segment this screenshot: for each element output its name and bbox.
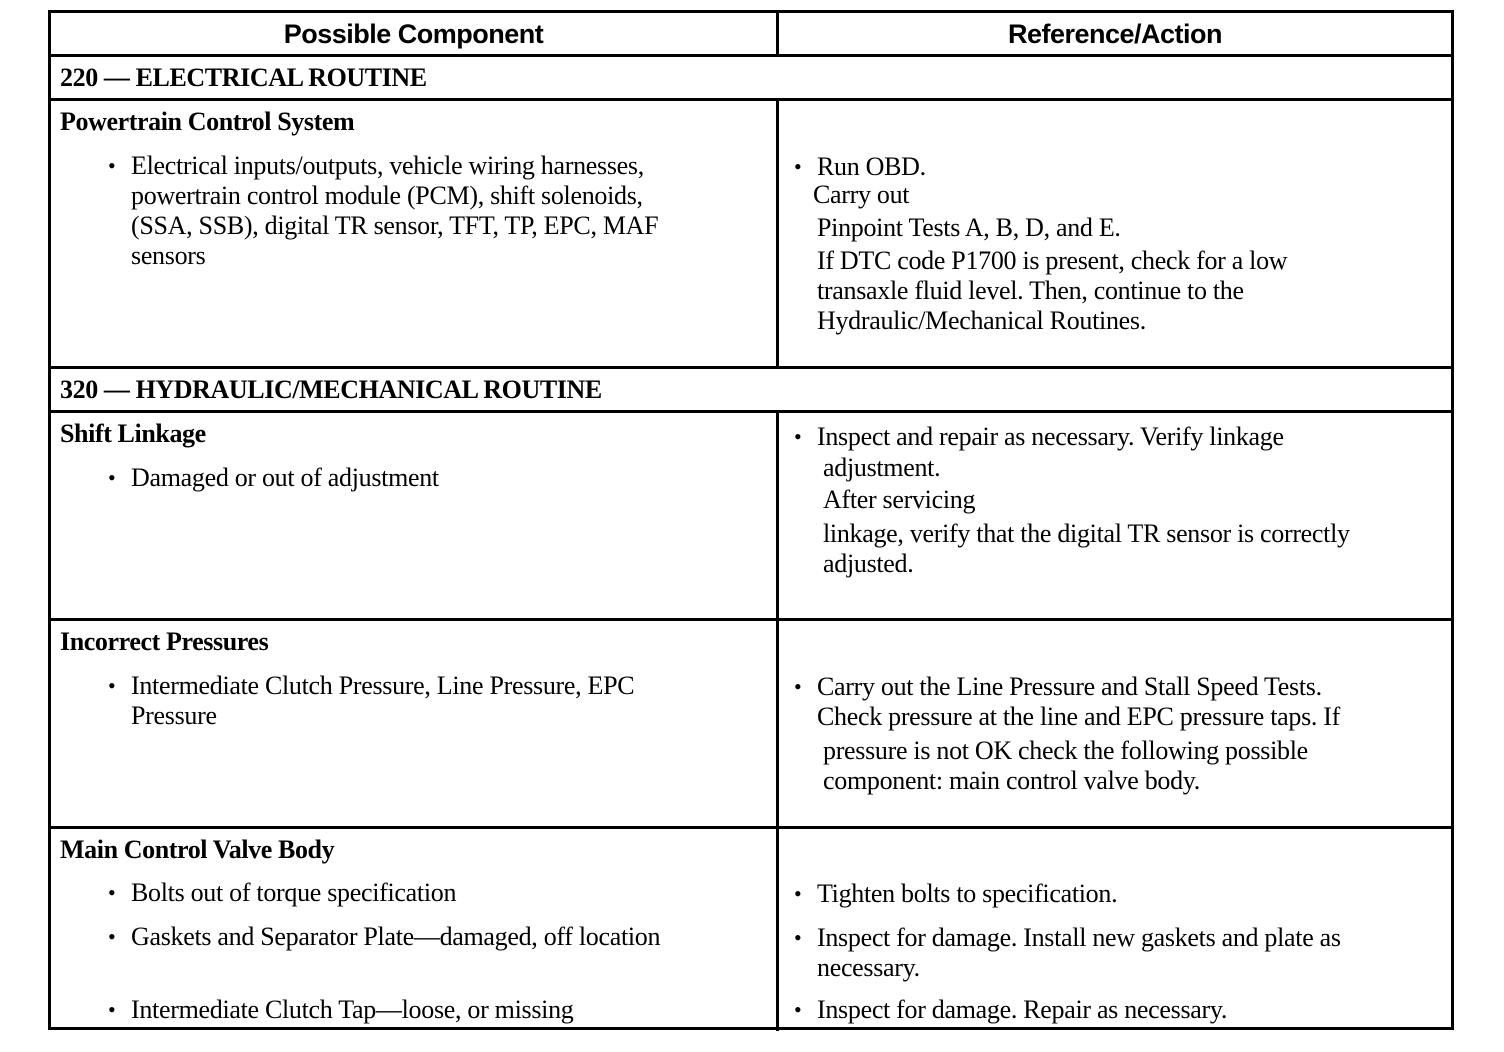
component-text-gaskets: Gaskets and Separator Plate—damaged, off location — [131, 922, 661, 951]
header-possible-component: Possible Component — [283, 19, 544, 49]
action-text-bolts — [817, 879, 1117, 909]
bullet-icon: • — [108, 153, 116, 178]
troubleshooting-table — [48, 10, 1454, 1030]
bullet-icon: • — [108, 465, 116, 490]
action-text-powertrain — [817, 246, 1287, 336]
action-text-shift-linkage — [823, 453, 940, 483]
text-line: If DTC code P1700 is present, check for a low — [817, 246, 1288, 275]
component-title-main-control-valve-body: Main Control Valve Body — [60, 835, 335, 864]
text-line: Check pressure at the line and EPC pressure taps. If — [817, 702, 1341, 731]
component-text-incorrect-pressures — [131, 671, 634, 731]
bullet-icon: • — [108, 673, 116, 698]
bullet-icon: • — [794, 154, 802, 179]
action-text-clutch-tap — [817, 995, 1227, 1025]
text-line: linkage, verify that the digital TR sensor is correctly — [823, 519, 1350, 548]
component-text-powertrain — [131, 151, 658, 271]
text-line: Inspect and repair as necessary. Verify linkage — [817, 422, 1284, 451]
bullet-icon: • — [108, 880, 116, 905]
text-line: Pressure — [131, 701, 217, 730]
bullet-icon: • — [794, 925, 802, 950]
text-line: Intermediate Clutch Pressure, Line Pressure, EPC — [131, 671, 635, 700]
action-text-incorrect-pressures — [823, 736, 1308, 796]
divider — [51, 618, 1451, 621]
action-text-powertrain — [813, 180, 909, 210]
text-line: Pinpoint Tests A, B, D, and E. — [817, 213, 1121, 242]
bullet-icon: • — [794, 424, 802, 449]
action-text-powertrain — [817, 152, 926, 182]
column-divider — [776, 411, 779, 1031]
component-title-shift-linkage: Shift Linkage — [60, 419, 206, 448]
column-divider — [776, 13, 779, 57]
component-title-incorrect-pressures: Incorrect Pressures — [60, 627, 269, 656]
divider — [51, 366, 1451, 369]
text-line: component: main control valve body. — [823, 766, 1200, 795]
text-line: Hydraulic/Mechanical Routines. — [817, 306, 1146, 335]
section-hydraulic-routine: 320 — HYDRAULIC/MECHANICAL ROUTINE — [60, 375, 602, 404]
text-line: Damaged or out of adjustment — [131, 463, 439, 492]
section-electrical-routine: 220 — ELECTRICAL ROUTINE — [60, 63, 427, 92]
text-line: Inspect for damage. Repair as necessary. — [817, 995, 1228, 1024]
text-line: powertrain control module (PCM), shift solenoids, — [131, 181, 643, 210]
text-line: pressure is not OK check the following possible — [823, 736, 1308, 765]
text-line: necessary. — [817, 953, 920, 982]
text-line: Electrical inputs/outputs, vehicle wiring harnesses, — [131, 151, 644, 180]
text-line: Inspect for damage. Install new gaskets and plate as — [817, 923, 1341, 952]
action-text-shift-linkage — [823, 519, 1350, 579]
header-reference-action: Reference/Action — [1007, 19, 1223, 49]
action-text-gaskets — [817, 923, 1341, 983]
text-line: adjusted. — [823, 549, 914, 578]
action-text-powertrain — [817, 213, 1121, 243]
divider — [51, 54, 1451, 57]
text-line: Tighten bolts to specification. — [817, 879, 1118, 908]
bullet-icon: • — [108, 997, 116, 1022]
text-line: Run OBD. — [817, 152, 926, 181]
text-line: adjustment. — [823, 453, 941, 482]
text-line: Carry out — [813, 180, 910, 209]
component-text-shift-linkage — [131, 463, 439, 493]
bullet-icon: • — [108, 924, 116, 949]
component-text-bolts: Bolts out of torque specification — [131, 878, 457, 907]
bullet-icon: • — [794, 674, 802, 699]
text-line: transaxle fluid level. Then, continue to the — [817, 276, 1244, 305]
text-line: (SSA, SSB), digital TR sensor, TFT, TP, EPC, MAF — [131, 211, 659, 240]
text-line: After servicing — [823, 485, 976, 514]
column-divider — [776, 99, 779, 369]
text-line: sensors — [131, 241, 206, 270]
divider — [51, 410, 1451, 413]
text-line: Carry out the Line Pressure and Stall Speed Tests. — [817, 672, 1322, 701]
bullet-icon: • — [794, 881, 802, 906]
divider — [51, 98, 1451, 101]
action-text-shift-linkage — [817, 422, 1284, 452]
component-title-powertrain: Powertrain Control System — [60, 107, 355, 136]
divider — [51, 826, 1451, 829]
action-text-incorrect-pressures — [817, 672, 1340, 732]
component-text-clutch-tap: Intermediate Clutch Tap—loose, or missing — [131, 995, 574, 1024]
action-text-shift-linkage — [823, 485, 975, 515]
bullet-icon: • — [794, 997, 802, 1022]
